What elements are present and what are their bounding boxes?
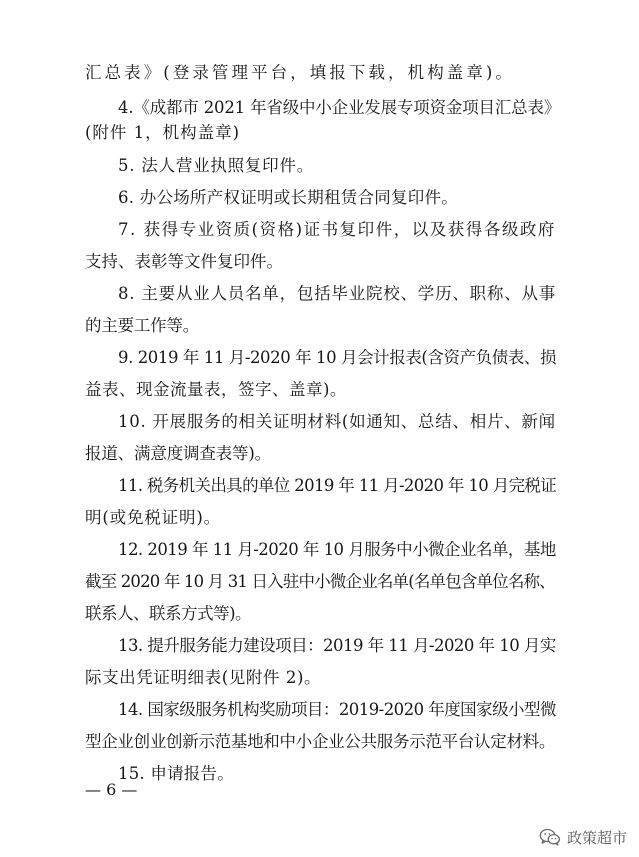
text-line-1: 汇总表》(登录管理平台，填报下载，机构盖章)。 — [85, 63, 515, 82]
page-number: — 6 — — [85, 780, 138, 799]
text-line-12: 10. 开展服务的相关证明材料(如通知、总结、相片、新闻 — [118, 412, 556, 431]
text-line-4: 5. 法人营业执照复印件。 — [118, 156, 314, 175]
wechat-watermark — [539, 825, 627, 849]
text-line-20: 际支出凭证明细表(见附件 2)。 — [85, 668, 322, 687]
text-line-14: 11. 税务机关出具的单位 2019 年 11 月-2020 年 10 月完税证 — [118, 476, 557, 495]
text-line-22: 型企业创业创新示范基地和中小企业公共服务示范平台认定材料。 — [85, 732, 556, 751]
text-line-9: 的主要工作等。 — [85, 316, 200, 335]
text-line-5: 6. 办公场所产权证明或长期租赁合同复印件。 — [118, 188, 458, 207]
text-line-6: 7. 获得专业资质(资格)证书复印件，以及获得各级政府 — [118, 220, 556, 239]
text-line-13: 报道、满意度调查表等)。 — [85, 444, 272, 463]
text-line-8: 8. 主要从业人员名单，包括毕业院校、学历、职称、从事 — [118, 284, 557, 303]
text-line-18: 联系人、联系方式等)。 — [85, 604, 252, 623]
text-line-3: (附件 1，机构盖章) — [85, 123, 241, 142]
text-line-19: 13. 提升服务能力建设项目：2019 年 11 月-2020 年 10 月实 — [118, 636, 556, 655]
watermark-text: 政策超市 — [566, 828, 627, 847]
text-line-10: 9. 2019 年 11 月-2020 年 10 月会计报表(含资产负债表、损 — [118, 348, 557, 367]
text-line-23: 15. 申请报告。 — [118, 764, 234, 783]
text-line-16: 12. 2019 年 11 月-2020 年 10 月服务中小微企业名单，基地 — [118, 540, 556, 559]
text-line-21: 14. 国家级服务机构奖励项目：2019-2020 年度国家级小型微 — [118, 700, 556, 719]
text-line-2: 4.《成都市 2021 年省级中小企业发展专项资金项目汇总表》 — [118, 98, 561, 117]
wechat-icon — [539, 828, 561, 846]
text-line-11: 益表、现金流量表，签字、盖章)。 — [85, 380, 347, 399]
text-line-15: 明(或免税证明)。 — [85, 508, 222, 527]
text-line-17: 截至 2020 年 10 月 31 日入驻中小微企业名单(名单包含单位名称、 — [85, 572, 555, 591]
text-line-7: 支持、表彰等文件复印件。 — [85, 252, 283, 271]
